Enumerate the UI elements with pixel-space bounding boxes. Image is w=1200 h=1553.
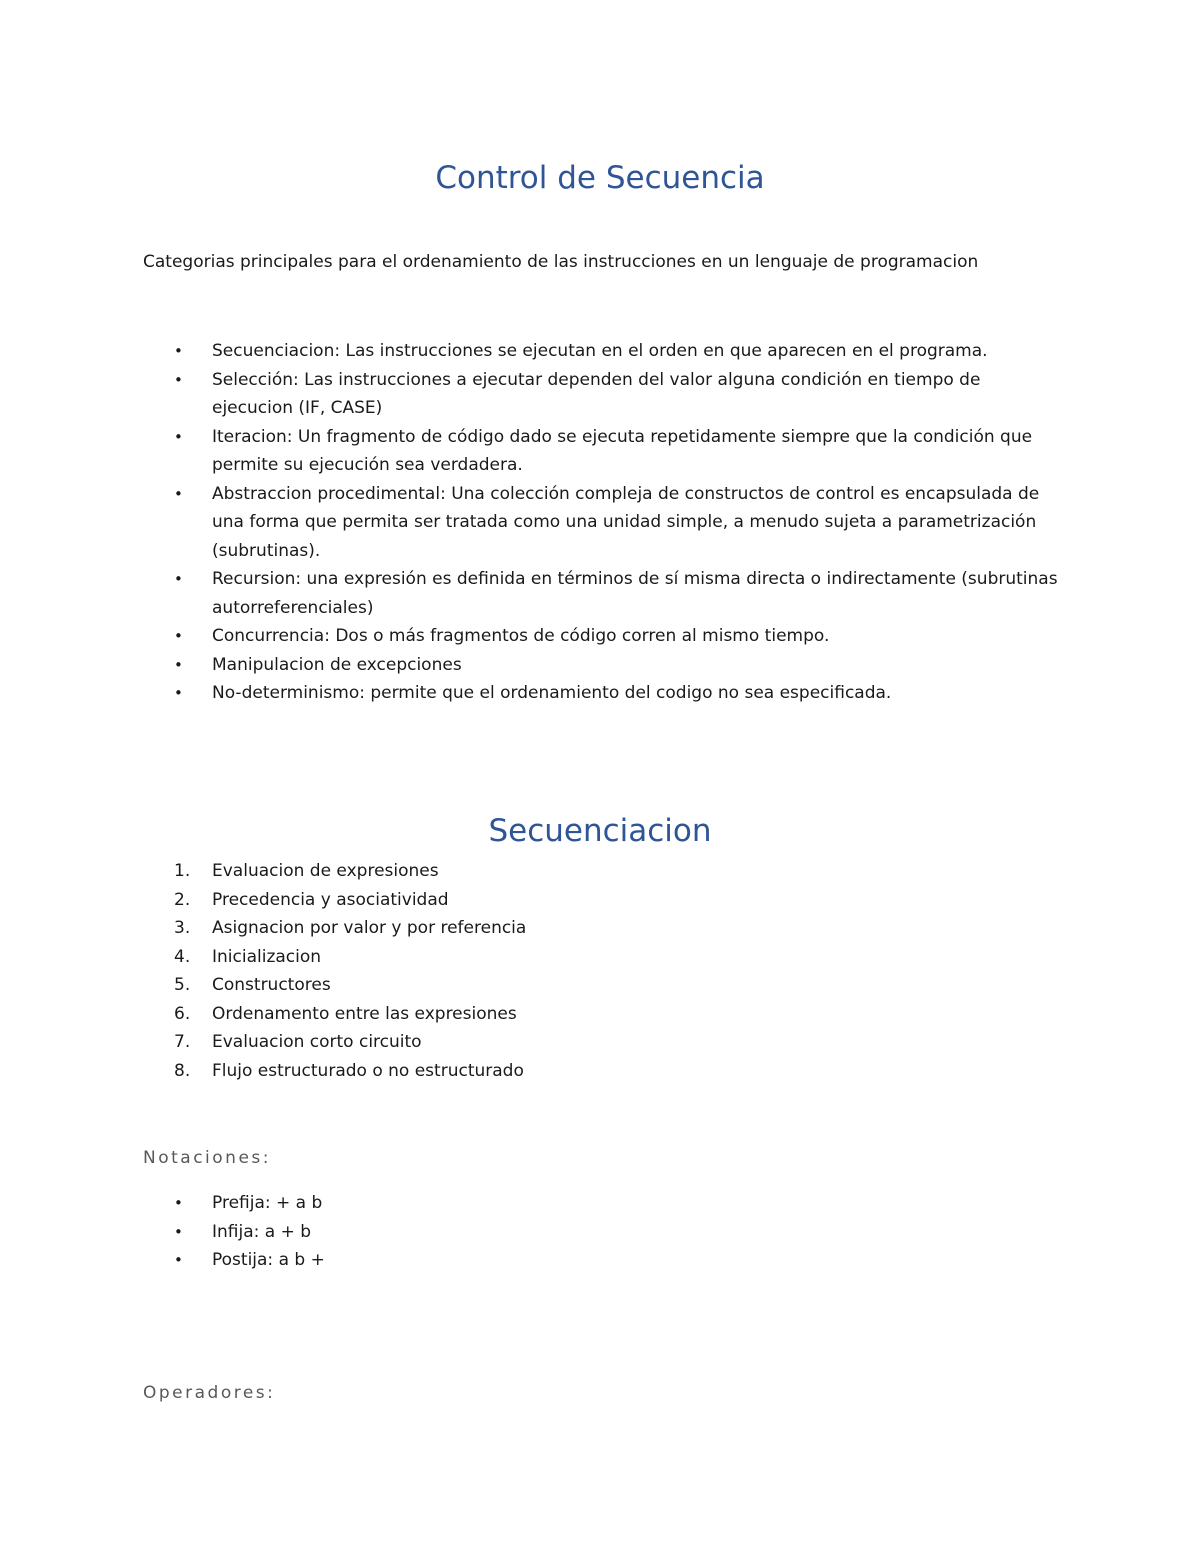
bullet-icon: • (174, 570, 183, 588)
bullet-icon: • (174, 427, 183, 446)
list-item (0, 914, 1060, 943)
bullet-icon: • (174, 1194, 183, 1212)
list-item (0, 943, 1060, 972)
list-item-text: Inicializacion (212, 946, 322, 967)
document-title: Control de Secuencia (435, 160, 765, 196)
list-item (0, 886, 1060, 915)
list-item (0, 1028, 1060, 1057)
list-item-text: Concurrencia: Dos o más fragmentos de código corren al mismo tiempo. (212, 626, 830, 646)
list-item-text: Postija: a b + (212, 1250, 325, 1270)
bullet-icon: • (174, 370, 183, 389)
list-item-text: Asignacion por valor y por referencia (212, 918, 527, 938)
list-item-text: Manipulacion de excepciones (212, 654, 462, 675)
list-item-text: Ordenamento entre las expresiones (212, 1003, 517, 1024)
list-number: 2. (174, 889, 191, 910)
notations-list (0, 1189, 1060, 1275)
list-number: 5. (174, 975, 191, 995)
list-item-text: Evaluacion corto circuito (212, 1032, 422, 1052)
list-item (0, 565, 1060, 622)
list-item (0, 971, 1060, 1000)
list-item-text: Infija: a + b (212, 1221, 312, 1242)
intro-paragraph: Categorias principales para el ordenamiento de las instrucciones en un lenguaje de programacion (143, 252, 979, 272)
list-number: 1. (174, 861, 191, 881)
bullet-icon: • (174, 1251, 183, 1269)
bullet-icon: • (174, 484, 183, 503)
list-item (0, 651, 1060, 680)
list-item-text: Precedencia y asociatividad (212, 889, 449, 910)
list-item-text: No-determinismo: permite que el ordenamiento del codigo no sea especificada. (212, 683, 892, 703)
list-item (0, 1246, 1060, 1275)
list-number: 6. (174, 1003, 191, 1024)
list-item (0, 337, 1060, 366)
list-item-text: Secuenciacion: Las instrucciones se ejecutan en el orden en que aparecen en el programa. (212, 341, 988, 361)
list-item (0, 480, 1060, 566)
list-item-text: Flujo estructurado o no estructurado (212, 1060, 524, 1081)
bullet-icon: • (174, 1222, 183, 1241)
bullet-icon: • (174, 684, 183, 702)
notations-heading: Notaciones: (143, 1148, 271, 1168)
list-item (0, 366, 1060, 423)
list-item (0, 622, 1060, 651)
list-item-text: Prefija: + a b (212, 1193, 323, 1213)
bullet-icon: • (174, 342, 183, 360)
bullet-icon: • (174, 627, 183, 645)
list-item-text: Recursion: una expresión es definida en términos de sí misma directa o indirectamente (subrutinas autorreferenciales) (212, 569, 1058, 618)
list-item (0, 1189, 1060, 1218)
list-item (0, 1057, 1060, 1086)
list-item (0, 1000, 1060, 1029)
list-number: 3. (174, 918, 191, 938)
list-item (0, 1218, 1060, 1247)
operators-heading: Operadores: (143, 1383, 276, 1403)
categories-list (0, 337, 1060, 708)
list-item (0, 423, 1060, 480)
section-title: Secuenciacion (488, 813, 712, 849)
sequence-list (0, 857, 1060, 1085)
list-item-text: Iteracion: Un fragmento de código dado se ejecuta repetidamente siempre que la condición que permite su ejecución sea verdadera. (212, 426, 1033, 475)
list-item-text: Abstraccion procedimental: Una colección compleja de constructos de control es encapsulada de una forma que permita ser tratada como una unidad simple, a menudo sujeta a parametrización (subrutinas). (212, 483, 1040, 561)
list-number: 8. (174, 1060, 191, 1081)
list-item-text: Constructores (212, 975, 331, 995)
list-item (0, 679, 1060, 708)
list-item-text: Evaluacion de expresiones (212, 861, 439, 881)
list-item-text: Selección: Las instrucciones a ejecutar dependen del valor alguna condición en tiempo de ejecucion (IF, CASE) (212, 369, 981, 418)
list-item (0, 857, 1060, 886)
list-number: 4. (174, 946, 191, 967)
list-number: 7. (174, 1032, 191, 1052)
bullet-icon: • (174, 655, 183, 674)
